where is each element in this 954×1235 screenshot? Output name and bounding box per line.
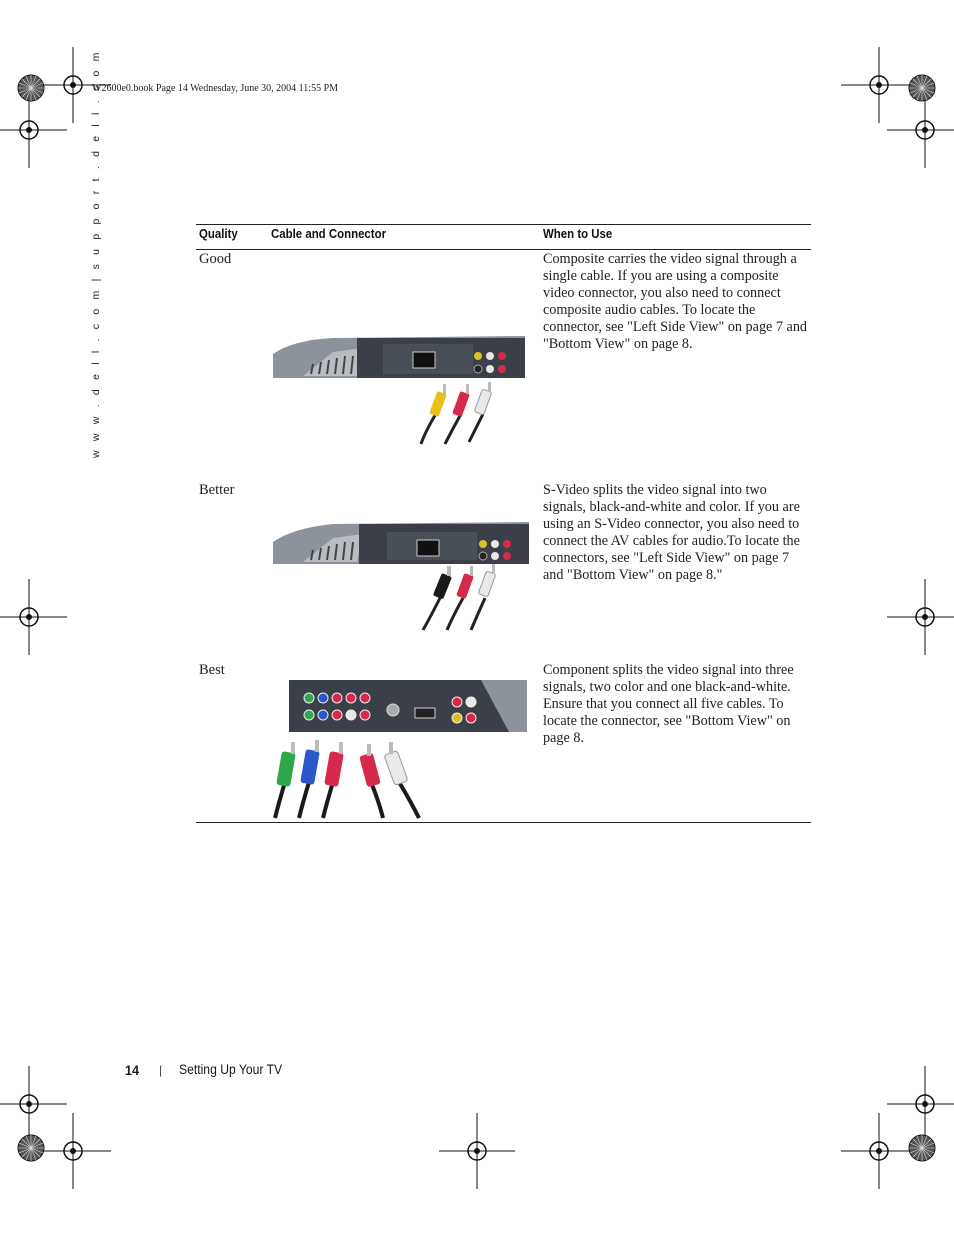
registration-cross-icon <box>0 579 67 655</box>
table-top-rule <box>196 224 811 225</box>
registration-cross-icon <box>0 1066 67 1142</box>
page-number: 14 <box>125 1062 140 1078</box>
registration-cross-icon <box>0 92 67 168</box>
header-when-to-use: When to Use <box>543 226 613 241</box>
table-header-rule <box>196 249 811 250</box>
color-target-icon <box>18 75 44 101</box>
registration-cross-icon <box>439 1113 515 1189</box>
description-s-video: S-Video splits the video signal into two signals, black-and-white and color. If you are using an S-Video connector, you also need to connect the AV cables for audio.To locate the connectors, see "Left Side View" on page 7 and "Bottom View" on page 8." <box>543 482 800 583</box>
composite-connector-photo <box>273 334 525 446</box>
footer-separator: | <box>159 1063 163 1077</box>
registration-cross-icon <box>841 47 917 123</box>
table-bottom-rule <box>196 822 811 823</box>
footer-section-title: Setting Up Your TV <box>179 1062 283 1077</box>
header-cable-connector: Cable and Connector <box>271 226 387 241</box>
s-video-connector-photo <box>273 520 529 632</box>
registration-cross-icon <box>35 1113 111 1189</box>
registration-cross-icon <box>887 92 954 168</box>
quality-best: Best <box>199 662 225 678</box>
header-quality: Quality <box>199 226 238 241</box>
description-composite: Composite carries the video signal through a single cable. If you are using a composite video connector, you also need to connect composite audio cables. To locate the connector, see "Left Side View" on page 7 and "Bottom View" on page 8. <box>543 251 808 352</box>
registration-cross-icon <box>887 1066 954 1142</box>
sidebar-url: w w w . d e l l . c o m | s u p p o r t . d e l l . c o m <box>90 49 102 458</box>
color-target-icon <box>18 1135 44 1161</box>
print-header: W2600e0.book Page 14 Wednesday, June 30, 2004 11:55 PM <box>92 83 339 94</box>
component-connector-photo <box>271 678 529 820</box>
registration-cross-icon <box>887 579 954 655</box>
color-target-icon <box>909 75 935 101</box>
registration-cross-icon <box>841 1113 917 1189</box>
quality-good: Good <box>199 251 232 267</box>
color-target-icon <box>909 1135 935 1161</box>
description-component: Component splits the video signal into three signals, two color and one black-and-white. Ensure that you connect all five cables. To locate the connector, see "Bottom View" on page 8. <box>543 662 794 746</box>
quality-better: Better <box>199 482 235 498</box>
